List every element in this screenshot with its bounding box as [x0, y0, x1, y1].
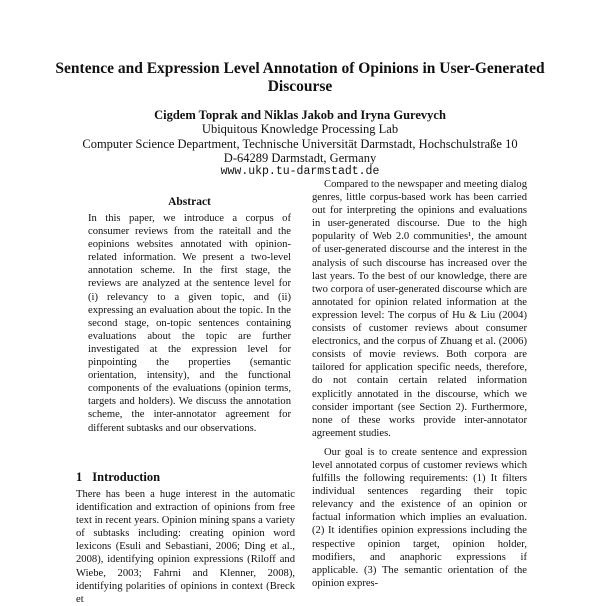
affiliation-city: D-64289 Darmstadt, Germany: [223, 151, 377, 165]
right-paragraph-2: Our goal is to create sentence and expression level annotated corpus of customer reviews which fulfills the following requirements: (1) It filters individual sentences regarding their topic relevancy and the existence of an opinion or factual information which implies an evaluation. (2) It identifies opinion expressions including the respective opinion target, opinion holder, modifiers, and anaphoric expressions if applicable. (3) The semantic orientation of the opinion expres-: [312, 446, 527, 589]
right-column: [312, 178, 527, 590]
affiliation-department: Computer Science Department, Technische Universität Darmstadt, Hochschulstraße 10: [82, 137, 518, 151]
introduction-body: There has been a huge interest in the automatic identification and extraction of opinions from free text in recent years. Opinion mining spans a variety of subtasks including: creating opinion word lexicons (Esuli and Sebastiani, 2006; Ding et al., 2008), identifying opinion expressions (Riloff and Wiebe, 2003; Fahrni and Klenner, 2008), identifying polarities of opinions in context (Breck et: [76, 489, 295, 605]
abstract-body: In this paper, we introduce a corpus of consumer reviews from the rateitall and the eopinions websites annotated with opinion-related information. We present a two-level annotation scheme. In the first stage, the reviews are analyzed at the sentence level for (i) relevancy to a given topic, and (ii) expressing an evaluation about the topic. In the second stage, on-topic sentences containing evaluations about the topic are further investigated at the expression level for pinpointing the properties (semantic orientation, intensity), and the functional components of the evaluations (opinion terms, targets and holders). We discuss the annotation scheme, the inter-annotator agreement for different subtasks and our observations.: [88, 213, 291, 434]
abstract-section: [88, 196, 291, 435]
right-paragraph-1: Compared to the newspaper and meeting dialog genres, little corpus-based work has been carried out for interpreting the opinions and evaluations in user-generated discourse. Due to the high popularity of Web 2.0 communities¹, the amount of user-generated discourse and the interest in the analysis of such discourse has increased over the last years. To the best of our knowledge, there are two corpora of user-generated discourse which are annotated for opinion related information at the expression level: The corpus of Hu & Liu (2004) consists of customer reviews about consumer electronics, and the corpus of Zhuang et al. (2006) consists of movie reviews. Both corpora are tailored for application specific needs, therefore, do not contain certain related information explicitly annotated in the discourse, which we consider important (see Section 2). Furthermore, none of these works provide inter-annotator agreement studies.: [312, 179, 527, 439]
section-title: Introduction: [92, 470, 161, 484]
affiliation-url: www.ukp.tu-darmstadt.de: [220, 165, 380, 178]
introduction-heading: [76, 470, 160, 485]
section-number: 1: [76, 470, 83, 484]
paper-authors: Cigdem Toprak and Niklas Jakob and Iryna Gurevych: [154, 108, 446, 122]
paper-title: Sentence and Expression Level Annotation of Opinions in User-Generated Discourse: [55, 60, 545, 95]
affiliation-lab: Ubiquitous Knowledge Processing Lab: [201, 122, 399, 136]
abstract-heading: Abstract: [168, 196, 211, 208]
